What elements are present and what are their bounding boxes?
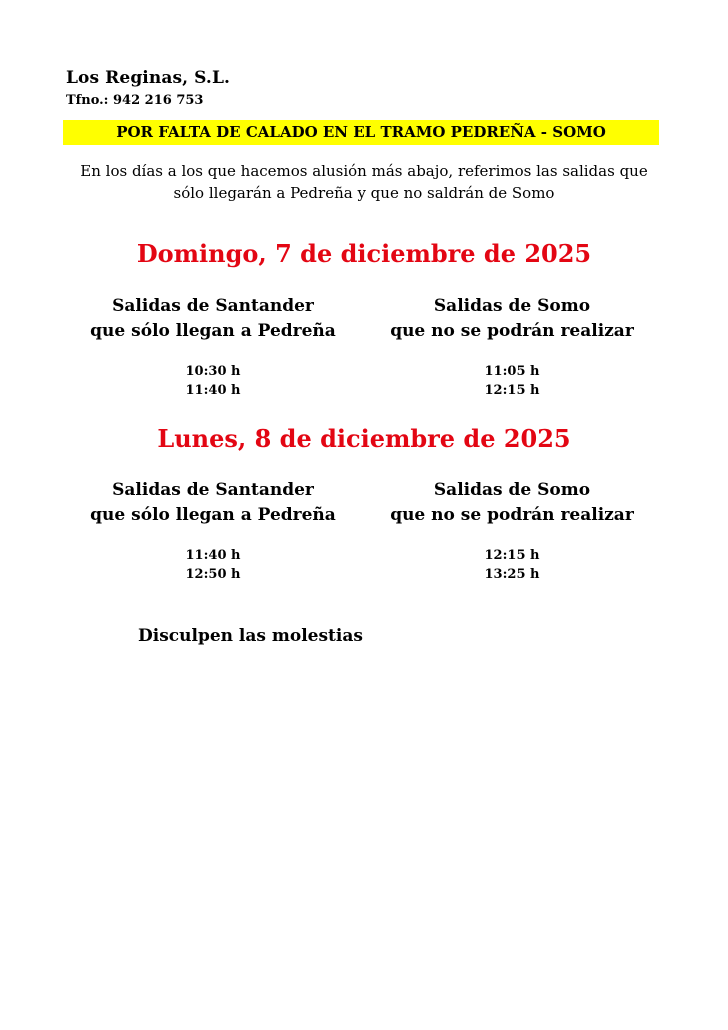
time-entry: 11:40 h bbox=[185, 548, 241, 563]
santander-subtitle-1: que sólo llegan a Pedreña bbox=[90, 321, 336, 341]
company-phone: Tfno.: 942 216 753 bbox=[66, 93, 204, 108]
time-entry: 12:15 h bbox=[484, 548, 540, 563]
santander-departures-heading-1 bbox=[63, 294, 363, 344]
somo-subtitle-1: que no se podrán realizar bbox=[390, 321, 634, 341]
time-entry: 12:15 h bbox=[484, 383, 540, 398]
intro-line-1: En los días a los que hacemos alusión más abajo, referimos las salidas que bbox=[80, 162, 648, 180]
somo-subtitle-2: que no se podrán realizar bbox=[390, 505, 634, 525]
santander-times-1 bbox=[63, 362, 363, 400]
time-entry: 11:40 h bbox=[185, 383, 241, 398]
closing-apology: Disculpen las molestias bbox=[138, 626, 363, 646]
somo-times-2 bbox=[362, 546, 662, 584]
company-name: Los Reginas, S.L. bbox=[66, 68, 231, 88]
time-entry: 10:30 h bbox=[185, 364, 241, 379]
santander-title-1: Salidas de Santander bbox=[112, 296, 314, 316]
intro-line-2: sólo llegarán a Pedreña y que no saldrán de Somo bbox=[173, 184, 555, 202]
time-entry: 11:05 h bbox=[484, 364, 540, 379]
somo-departures-heading-1 bbox=[362, 294, 662, 344]
time-entry: 13:25 h bbox=[484, 567, 540, 582]
somo-times-1 bbox=[362, 362, 662, 400]
day-heading-1: Domingo, 7 de diciembre de 2025 bbox=[136, 239, 592, 268]
somo-title-1: Salidas de Somo bbox=[433, 296, 591, 316]
santander-title-2: Salidas de Santander bbox=[112, 480, 314, 500]
intro-text bbox=[40, 160, 688, 204]
notice-banner: POR FALTA DE CALADO EN EL TRAMO PEDREÑA - SOMO bbox=[63, 120, 659, 145]
time-entry: 12:50 h bbox=[185, 567, 241, 582]
somo-departures-heading-2 bbox=[362, 478, 662, 528]
somo-title-2: Salidas de Somo bbox=[433, 480, 591, 500]
santander-times-2 bbox=[63, 546, 363, 584]
day-heading-2: Lunes, 8 de diciembre de 2025 bbox=[157, 424, 571, 453]
santander-subtitle-2: que sólo llegan a Pedreña bbox=[90, 505, 336, 525]
santander-departures-heading-2 bbox=[63, 478, 363, 528]
